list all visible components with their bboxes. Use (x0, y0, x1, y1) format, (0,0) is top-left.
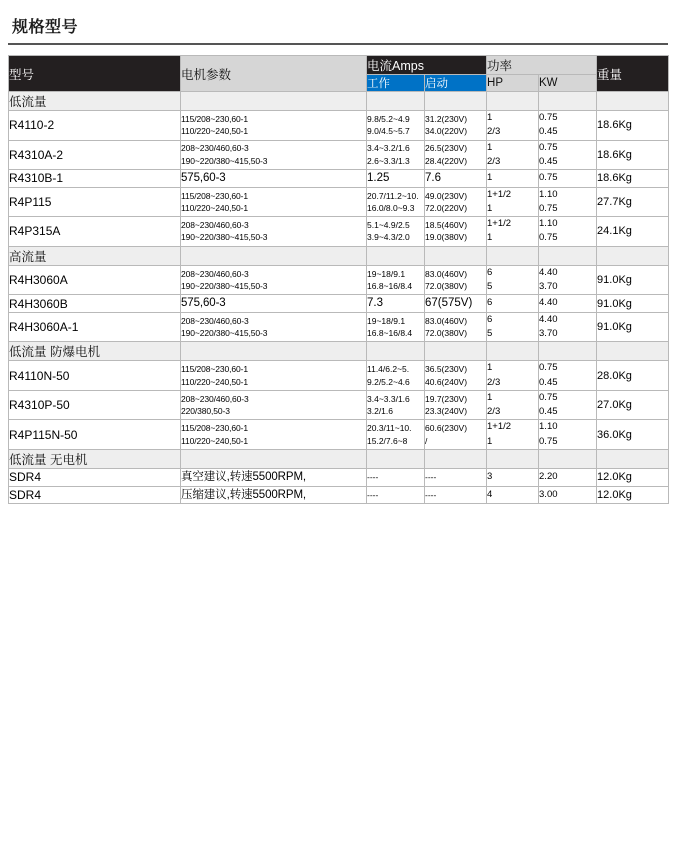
current-working-line: 9.8/5.2~4.9 (367, 113, 410, 124)
header-current-starting: 启动 (425, 75, 487, 92)
power-hp-line: 6 (487, 313, 493, 325)
current-starting-line: 19.0(380V) (425, 232, 468, 243)
current-working-line: 9.0/4.5~5.7 (367, 126, 410, 137)
current-starting-line: 67(575V) (425, 297, 473, 310)
cell-weight: 36.0Kg (597, 420, 669, 450)
motor-param-line: 115/208~230,60-1 (181, 364, 249, 375)
current-starting-line: 49.0(230V) (425, 190, 468, 201)
table-row (9, 468, 669, 486)
power-kw-line: 2.20 (539, 471, 558, 483)
power-kw-line: 0.45 (539, 406, 558, 418)
cell-model: R4H3060B (9, 295, 181, 313)
current-working-line: 9.2/5.2~4.6 (367, 376, 410, 387)
table-row (9, 361, 669, 391)
cell-model: R4110-2 (9, 111, 181, 141)
current-working-line: 5.1~4.9/2.5 (367, 220, 410, 231)
header-power: 功率 (487, 56, 597, 75)
cell-weight: 18.6Kg (597, 140, 669, 170)
section-row (9, 246, 669, 265)
cell-current-working (367, 187, 425, 217)
power-kw-line: 0.75 (539, 202, 558, 214)
cell-model: R4110N-50 (9, 361, 181, 391)
header-power-hp: HP (487, 75, 539, 92)
cell-power-hp (487, 420, 539, 450)
current-starting-line: 72.0(380V) (425, 328, 468, 339)
motor-param-line: 220/380,50-3 (181, 406, 230, 417)
cell-current-starting (425, 468, 487, 486)
table-row (9, 486, 669, 504)
cell-power-kw (539, 170, 597, 188)
current-starting-line: 40.6(240V) (425, 376, 468, 387)
cell-motor-params (181, 187, 367, 217)
section-spacer (539, 342, 597, 361)
motor-param-line: 208~230/460,60-3 (181, 143, 249, 154)
current-starting-line: 28.4(220V) (425, 155, 468, 166)
section-spacer (367, 449, 425, 468)
power-kw-line: 4.40 (539, 313, 558, 325)
current-starting-line: 83.0(460V) (425, 315, 468, 326)
cell-weight: 27.7Kg (597, 187, 669, 217)
current-working-line: 3.4~3.3/1.6 (367, 393, 410, 404)
power-kw-line: 1.10 (539, 188, 558, 200)
current-starting-line: 60.6(230V) (425, 423, 468, 434)
header-row-main (9, 56, 669, 75)
header-model: 型号 (9, 56, 181, 92)
motor-param-line: 190~220/380~415,50-3 (181, 280, 268, 291)
cell-power-kw (539, 187, 597, 217)
table-row (9, 170, 669, 188)
power-kw-line: 0.75 (539, 172, 558, 184)
power-kw-line: 0.75 (539, 232, 558, 244)
cell-power-hp (487, 468, 539, 486)
cell-power-hp (487, 265, 539, 295)
cell-motor-params (181, 390, 367, 420)
cell-current-working (367, 390, 425, 420)
power-kw-line: 0.45 (539, 126, 558, 138)
cell-model: R4H3060A-1 (9, 312, 181, 342)
power-hp-line: 1 (487, 232, 493, 244)
power-hp-line: 3 (487, 471, 493, 483)
cell-weight: 91.0Kg (597, 312, 669, 342)
current-working-line: 16.0/8.0~9.3 (367, 202, 415, 213)
motor-param-line: 115/208~230,60-1 (181, 423, 249, 434)
motor-param-line: 208~230/460,60-3 (181, 220, 249, 231)
cell-model: R4P115N-50 (9, 420, 181, 450)
current-working-line: 16.8~16/8.4 (367, 280, 413, 291)
current-starting-line: 72.0(380V) (425, 280, 468, 291)
cell-weight: 18.6Kg (597, 111, 669, 141)
motor-param-line: 208~230/460,60-3 (181, 268, 249, 279)
header-current-working: 工作 (367, 75, 425, 92)
cell-current-starting (425, 420, 487, 450)
power-kw-line: 3.70 (539, 280, 558, 292)
cell-current-starting (425, 265, 487, 295)
section-row (9, 342, 669, 361)
current-working-line: 20.7/11.2~10. (367, 190, 419, 201)
power-kw-line: 0.75 (539, 391, 558, 403)
section-spacer (367, 92, 425, 111)
section-row (9, 92, 669, 111)
section-spacer (181, 92, 367, 111)
cell-power-kw (539, 111, 597, 141)
cell-power-kw (539, 390, 597, 420)
power-hp-line: 1+1/2 (487, 421, 512, 433)
cell-power-kw (539, 217, 597, 247)
current-working-line: 7.3 (367, 297, 383, 310)
current-starting-line: 18.5(460V) (425, 220, 468, 231)
section-spacer (597, 92, 669, 111)
cell-weight: 24.1Kg (597, 217, 669, 247)
power-hp-line: 6 (487, 297, 493, 309)
motor-param-line: 110/220~240,50-1 (181, 435, 249, 446)
section-spacer (181, 449, 367, 468)
current-working-line: 1.25 (367, 172, 390, 184)
cell-model: SDR4 (9, 468, 181, 486)
cell-model: R4310A-2 (9, 140, 181, 170)
cell-current-working (367, 295, 425, 313)
section-label: 高流量 (9, 246, 181, 265)
power-kw-line: 0.45 (539, 376, 558, 388)
current-working-line: 3.9~4.3/2.0 (367, 232, 410, 243)
cell-current-starting (425, 140, 487, 170)
cell-power-kw (539, 361, 597, 391)
power-kw-line: 3.70 (539, 328, 558, 340)
cell-model: R4310P-50 (9, 390, 181, 420)
cell-current-working (367, 111, 425, 141)
cell-current-working (367, 170, 425, 188)
cell-current-starting (425, 312, 487, 342)
cell-current-working (367, 140, 425, 170)
power-kw-line: 4.40 (539, 266, 558, 278)
cell-power-hp (487, 361, 539, 391)
cell-power-kw (539, 468, 597, 486)
current-starting-line: ---- (425, 472, 437, 483)
section-spacer (181, 342, 367, 361)
cell-weight: 12.0Kg (597, 486, 669, 504)
cell-current-starting (425, 217, 487, 247)
current-working-line: ---- (367, 472, 379, 483)
cell-power-hp (487, 170, 539, 188)
section-spacer (539, 92, 597, 111)
power-hp-line: 1 (487, 435, 493, 447)
cell-current-starting (425, 170, 487, 188)
cell-power-kw (539, 420, 597, 450)
cell-current-working (367, 361, 425, 391)
current-starting-line: / (425, 435, 428, 446)
cell-motor-params (181, 111, 367, 141)
cell-current-working (367, 420, 425, 450)
table-row (9, 140, 669, 170)
current-starting-line: 19.7(230V) (425, 393, 468, 404)
current-working-line: 15.2/7.6~8 (367, 435, 408, 446)
section-spacer (367, 342, 425, 361)
cell-current-working (367, 312, 425, 342)
cell-power-hp (487, 217, 539, 247)
power-hp-line: 1+1/2 (487, 218, 512, 230)
cell-model: R4P315A (9, 217, 181, 247)
current-starting-line: 36.5(230V) (425, 364, 468, 375)
current-starting-line: 26.5(230V) (425, 143, 468, 154)
section-label: 低流量 防爆电机 (9, 342, 181, 361)
cell-motor-params (181, 217, 367, 247)
section-spacer (425, 449, 487, 468)
power-hp-line: 5 (487, 280, 493, 292)
cell-motor-params (181, 312, 367, 342)
current-working-line: 3.2/1.6 (367, 406, 393, 417)
motor-param-line: 110/220~240,50-1 (181, 376, 249, 387)
section-spacer (487, 246, 539, 265)
section-spacer (425, 342, 487, 361)
current-starting-line: 31.2(230V) (425, 113, 468, 124)
cell-current-starting (425, 361, 487, 391)
table-header (9, 56, 669, 92)
section-row (9, 449, 669, 468)
cell-weight: 91.0Kg (597, 295, 669, 313)
header-motor: 电机参数 (181, 56, 367, 92)
table-row (9, 265, 669, 295)
power-kw-line: 0.75 (539, 112, 558, 123)
header-weight: 重量 (597, 56, 669, 92)
current-working-line: 16.8~16/8.4 (367, 328, 413, 339)
table-row (9, 312, 669, 342)
title-divider (8, 43, 668, 45)
section-label: 低流量 (9, 92, 181, 111)
motor-param-line: 压缩建议,转速5500RPM, (181, 488, 307, 501)
current-working-line: 19~18/9.1 (367, 315, 406, 326)
cell-current-working (367, 217, 425, 247)
power-kw-line: 1.10 (539, 421, 558, 433)
table-row (9, 111, 669, 141)
current-working-line: 2.6~3.3/1.3 (367, 155, 410, 166)
section-spacer (425, 92, 487, 111)
current-starting-line: ---- (425, 489, 437, 500)
current-starting-line: 72.0(220V) (425, 202, 468, 213)
power-kw-line: 0.75 (539, 362, 558, 374)
motor-param-line: 110/220~240,50-1 (181, 202, 249, 213)
power-kw-line: 1.10 (539, 218, 558, 230)
cell-power-kw (539, 265, 597, 295)
cell-weight: 12.0Kg (597, 468, 669, 486)
power-hp-line: 6 (487, 266, 493, 278)
table-row (9, 295, 669, 313)
current-starting-line: 23.3(240V) (425, 406, 468, 417)
power-kw-line: 0.75 (539, 435, 558, 447)
power-hp-line: 1 (487, 172, 493, 184)
section-spacer (539, 246, 597, 265)
header-current: 电流Amps (367, 56, 487, 75)
power-hp-line: 1+1/2 (487, 188, 512, 200)
cell-power-hp (487, 140, 539, 170)
cell-motor-params (181, 486, 367, 504)
table-row (9, 187, 669, 217)
current-starting-line: 7.6 (425, 172, 441, 184)
cell-motor-params (181, 420, 367, 450)
section-spacer (597, 449, 669, 468)
current-working-line: 19~18/9.1 (367, 268, 406, 279)
power-hp-line: 1 (487, 362, 493, 374)
section-spacer (597, 246, 669, 265)
cell-current-working (367, 468, 425, 486)
cell-weight: 91.0Kg (597, 265, 669, 295)
current-starting-line: 83.0(460V) (425, 268, 468, 279)
specification-table (8, 55, 669, 504)
cell-weight: 27.0Kg (597, 390, 669, 420)
motor-param-line: 208~230/460,60-3 (181, 315, 249, 326)
current-working-line: ---- (367, 489, 379, 500)
power-kw-line: 0.75 (539, 141, 558, 153)
cell-current-working (367, 486, 425, 504)
section-spacer (181, 246, 367, 265)
power-hp-line: 2/3 (487, 155, 501, 167)
cell-power-kw (539, 140, 597, 170)
motor-param-line: 真空建议,转速5500RPM, (181, 470, 307, 483)
cell-current-starting (425, 187, 487, 217)
cell-motor-params (181, 140, 367, 170)
cell-power-hp (487, 486, 539, 504)
motor-param-line: 208~230/460,60-3 (181, 393, 249, 404)
cell-current-starting (425, 486, 487, 504)
motor-param-line: 110/220~240,50-1 (181, 126, 249, 137)
cell-weight: 18.6Kg (597, 170, 669, 188)
power-kw-line: 0.45 (539, 155, 558, 167)
cell-model: R4H3060A (9, 265, 181, 295)
motor-param-line: 575,60-3 (181, 172, 226, 184)
current-working-line: 3.4~3.2/1.6 (367, 143, 410, 154)
cell-model: SDR4 (9, 486, 181, 504)
section-label: 低流量 无电机 (9, 449, 181, 468)
cell-motor-params (181, 265, 367, 295)
table-row (9, 217, 669, 247)
power-hp-line: 2/3 (487, 126, 501, 138)
cell-motor-params (181, 468, 367, 486)
table-row (9, 390, 669, 420)
motor-param-line: 190~220/380~415,50-3 (181, 155, 268, 166)
cell-power-hp (487, 111, 539, 141)
motor-param-line: 115/208~230,60-1 (181, 113, 249, 124)
cell-model: R4P115 (9, 187, 181, 217)
motor-param-line: 115/208~230,60-1 (181, 190, 249, 201)
cell-current-working (367, 265, 425, 295)
cell-weight: 28.0Kg (597, 361, 669, 391)
power-hp-line: 1 (487, 202, 493, 214)
cell-motor-params (181, 295, 367, 313)
cell-motor-params (181, 361, 367, 391)
cell-power-kw (539, 486, 597, 504)
power-hp-line: 5 (487, 328, 493, 340)
power-hp-line: 2/3 (487, 376, 501, 388)
cell-power-hp (487, 312, 539, 342)
cell-power-hp (487, 187, 539, 217)
motor-param-line: 190~220/380~415,50-3 (181, 328, 268, 339)
cell-power-kw (539, 295, 597, 313)
motor-param-line: 190~220/380~415,50-3 (181, 232, 268, 243)
section-spacer (367, 246, 425, 265)
section-spacer (487, 342, 539, 361)
table-body (9, 92, 669, 504)
power-hp-line: 4 (487, 488, 493, 500)
section-spacer (425, 246, 487, 265)
current-working-line: 11.4/6.2~5. (367, 364, 410, 375)
cell-model: R4310B-1 (9, 170, 181, 188)
cell-power-hp (487, 390, 539, 420)
table-row (9, 420, 669, 450)
cell-current-starting (425, 295, 487, 313)
cell-current-starting (425, 390, 487, 420)
section-spacer (597, 342, 669, 361)
cell-motor-params (181, 170, 367, 188)
current-working-line: 20.3/11~10. (367, 423, 412, 434)
cell-power-hp (487, 295, 539, 313)
header-power-kw: KW (539, 75, 597, 92)
power-hp-line: 1 (487, 141, 493, 153)
power-kw-line: 3.00 (539, 488, 558, 500)
cell-current-starting (425, 111, 487, 141)
motor-param-line: 575,60-3 (181, 297, 226, 310)
power-kw-line: 4.40 (539, 297, 558, 309)
current-starting-line: 34.0(220V) (425, 126, 468, 137)
section-spacer (539, 449, 597, 468)
cell-power-kw (539, 312, 597, 342)
section-spacer (487, 449, 539, 468)
power-hp-line: 1 (487, 391, 493, 403)
section-spacer (487, 92, 539, 111)
page-title: 规格型号 (12, 19, 79, 36)
power-hp-line: 1 (487, 112, 493, 123)
power-hp-line: 2/3 (487, 406, 501, 418)
